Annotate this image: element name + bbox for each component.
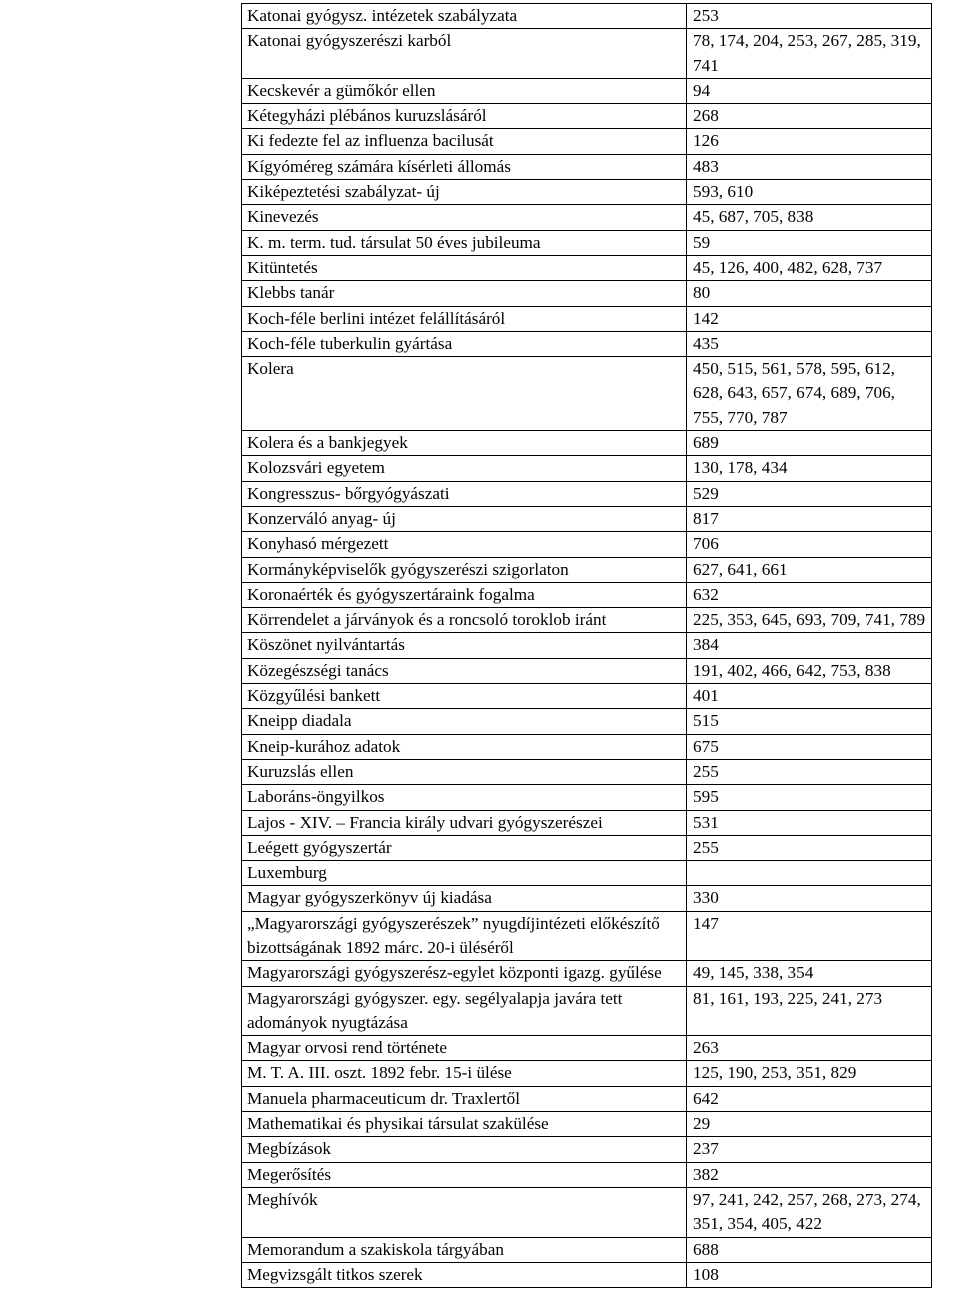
- entry-pages: 80: [687, 281, 932, 306]
- table-row: [242, 961, 932, 986]
- table-row: [242, 431, 932, 456]
- table-row: [242, 886, 932, 911]
- entry-topic: Koch-féle tuberkulin gyártása: [242, 331, 687, 356]
- entry-pages: 191, 402, 466, 642, 753, 838: [687, 658, 932, 683]
- entry-topic: Kiképeztetési szabályzat- új: [242, 180, 687, 205]
- table-row: [242, 557, 932, 582]
- table-row: [242, 785, 932, 810]
- entry-topic: Kongresszus- bőrgyógyászati: [242, 481, 687, 506]
- table-row: [242, 1061, 932, 1086]
- table-row: [242, 104, 932, 129]
- entry-pages: 595: [687, 785, 932, 810]
- table-row: [242, 684, 932, 709]
- table-row: [242, 861, 932, 886]
- entry-pages: 225, 353, 645, 693, 709, 741, 789: [687, 608, 932, 633]
- table-row: [242, 255, 932, 280]
- table-row: [242, 608, 932, 633]
- entry-pages: 688: [687, 1237, 932, 1262]
- entry-pages: 450, 515, 561, 578, 595, 612, 628, 643, 657, 674, 689, 706, 755, 770, 787: [687, 357, 932, 431]
- entry-pages: 515: [687, 709, 932, 734]
- entry-topic: Ki fedezte fel az influenza bacilusát: [242, 129, 687, 154]
- entry-pages: 59: [687, 230, 932, 255]
- table-row: [242, 230, 932, 255]
- table-row: [242, 759, 932, 784]
- entry-pages: 255: [687, 835, 932, 860]
- entry-topic: Kecskevér a gümőkór ellen: [242, 78, 687, 103]
- entry-topic: Kolozsvári egyetem: [242, 456, 687, 481]
- entry-topic: M. T. A. III. oszt. 1892 febr. 15-i ülése: [242, 1061, 687, 1086]
- entry-topic: Közegészségi tanács: [242, 658, 687, 683]
- table-row: [242, 1237, 932, 1262]
- table-row: [242, 1137, 932, 1162]
- entry-topic: Kígyóméreg számára kísérleti állomás: [242, 154, 687, 179]
- table-row: [242, 633, 932, 658]
- entry-topic: Kolera: [242, 357, 687, 431]
- table-row: [242, 1162, 932, 1187]
- table-row: [242, 658, 932, 683]
- table-row: [242, 205, 932, 230]
- entry-topic: Kétegyházi plébános kuruzslásáról: [242, 104, 687, 129]
- entry-pages: 237: [687, 1137, 932, 1162]
- entry-topic: Kormányképviselők gyógyszerészi szigorlaton: [242, 557, 687, 582]
- entry-pages: 627, 641, 661: [687, 557, 932, 582]
- entry-topic: Kneipp diadala: [242, 709, 687, 734]
- entry-topic: Meghívók: [242, 1187, 687, 1237]
- entry-topic: Laboráns-öngyilkos: [242, 785, 687, 810]
- entry-topic: Manuela pharmaceuticum dr. Traxlertől: [242, 1086, 687, 1111]
- table-row: [242, 1112, 932, 1137]
- entry-topic: Konzerváló anyag- új: [242, 506, 687, 531]
- entry-topic: Lajos - XIV. – Francia király udvari gyógyszerészei: [242, 810, 687, 835]
- entry-pages: 97, 241, 242, 257, 268, 273, 274, 351, 354, 405, 422: [687, 1187, 932, 1237]
- table-row: [242, 532, 932, 557]
- table-row: [242, 4, 932, 29]
- table-row: [242, 281, 932, 306]
- entry-pages: 384: [687, 633, 932, 658]
- table-row: [242, 1036, 932, 1061]
- entry-topic: Köszönet nyilvántartás: [242, 633, 687, 658]
- entry-pages: 253: [687, 4, 932, 29]
- table-row: [242, 986, 932, 1036]
- entry-pages: 255: [687, 759, 932, 784]
- entry-topic: Katonai gyógysz. intézetek szabályzata: [242, 4, 687, 29]
- entry-topic: Katonai gyógyszerészi karból: [242, 29, 687, 79]
- entry-topic: Magyar gyógyszerkönyv új kiadása: [242, 886, 687, 911]
- index-table-body: [242, 4, 932, 1288]
- entry-topic: Kuruzslás ellen: [242, 759, 687, 784]
- table-row: [242, 734, 932, 759]
- table-row: [242, 154, 932, 179]
- entry-pages: 642: [687, 1086, 932, 1111]
- entry-pages: 45, 687, 705, 838: [687, 205, 932, 230]
- entry-topic: Körrendelet a járványok és a roncsoló toroklob iránt: [242, 608, 687, 633]
- table-row: [242, 582, 932, 607]
- entry-pages: 45, 126, 400, 482, 628, 737: [687, 255, 932, 280]
- entry-topic: „Magyarországi gyógyszerészek” nyugdíjintézeti előkészítő bizottságának 1892 márc. 20-i üléséről: [242, 911, 687, 961]
- table-row: [242, 306, 932, 331]
- table-row: [242, 1187, 932, 1237]
- entry-topic: Klebbs tanár: [242, 281, 687, 306]
- entry-pages: 108: [687, 1262, 932, 1287]
- table-row: [242, 180, 932, 205]
- table-row: [242, 29, 932, 79]
- entry-pages: 382: [687, 1162, 932, 1187]
- entry-pages: 81, 161, 193, 225, 241, 273: [687, 986, 932, 1036]
- table-row: [242, 1262, 932, 1287]
- entry-topic: Koch-féle berlini intézet felállításáról: [242, 306, 687, 331]
- entry-topic: Megvizsgált titkos szerek: [242, 1262, 687, 1287]
- entry-topic: Kitüntetés: [242, 255, 687, 280]
- table-row: [242, 810, 932, 835]
- entry-topic: Megbízások: [242, 1137, 687, 1162]
- entry-pages: 147: [687, 911, 932, 961]
- entry-topic: Megerősítés: [242, 1162, 687, 1187]
- entry-pages: 401: [687, 684, 932, 709]
- entry-pages: 675: [687, 734, 932, 759]
- entry-topic: Konyhasó mérgezett: [242, 532, 687, 557]
- table-row: [242, 129, 932, 154]
- entry-pages: 268: [687, 104, 932, 129]
- table-row: [242, 1086, 932, 1111]
- entry-pages: 706: [687, 532, 932, 557]
- table-row: [242, 481, 932, 506]
- table-row: [242, 911, 932, 961]
- entry-topic: Koronaérték és gyógyszertáraink fogalma: [242, 582, 687, 607]
- entry-pages: 142: [687, 306, 932, 331]
- entry-pages: 49, 145, 338, 354: [687, 961, 932, 986]
- entry-pages: 78, 174, 204, 253, 267, 285, 319, 741: [687, 29, 932, 79]
- entry-pages: 632: [687, 582, 932, 607]
- entry-pages: 29: [687, 1112, 932, 1137]
- entry-pages: 125, 190, 253, 351, 829: [687, 1061, 932, 1086]
- entry-pages: 817: [687, 506, 932, 531]
- entry-topic: Közgyűlési bankett: [242, 684, 687, 709]
- entry-topic: Kinevezés: [242, 205, 687, 230]
- entry-pages: 130, 178, 434: [687, 456, 932, 481]
- table-row: [242, 835, 932, 860]
- entry-pages: 330: [687, 886, 932, 911]
- entry-topic: Memorandum a szakiskola tárgyában: [242, 1237, 687, 1262]
- entry-pages: 94: [687, 78, 932, 103]
- entry-pages: 263: [687, 1036, 932, 1061]
- entry-pages: 529: [687, 481, 932, 506]
- entry-topic: Magyar orvosi rend története: [242, 1036, 687, 1061]
- entry-pages: 593, 610: [687, 180, 932, 205]
- table-row: [242, 78, 932, 103]
- table-row: [242, 331, 932, 356]
- entry-topic: Luxemburg: [242, 861, 687, 886]
- table-row: [242, 506, 932, 531]
- table-row: [242, 456, 932, 481]
- entry-topic: Leégett gyógyszertár: [242, 835, 687, 860]
- entry-pages: 483: [687, 154, 932, 179]
- entry-topic: Kolera és a bankjegyek: [242, 431, 687, 456]
- entry-pages: 689: [687, 431, 932, 456]
- entry-pages: [687, 861, 932, 886]
- table-row: [242, 709, 932, 734]
- index-table: [241, 3, 932, 1288]
- entry-topic: Magyarországi gyógyszerész-egylet központi igazg. gyűlése: [242, 961, 687, 986]
- entry-topic: K. m. term. tud. társulat 50 éves jubileuma: [242, 230, 687, 255]
- entry-topic: Magyarországi gyógyszer. egy. segélyalapja javára tett adományok nyugtázása: [242, 986, 687, 1036]
- entry-pages: 531: [687, 810, 932, 835]
- entry-topic: Kneip-kurához adatok: [242, 734, 687, 759]
- table-row: [242, 357, 932, 431]
- entry-pages: 435: [687, 331, 932, 356]
- entry-pages: 126: [687, 129, 932, 154]
- entry-topic: Mathematikai és physikai társulat szakülése: [242, 1112, 687, 1137]
